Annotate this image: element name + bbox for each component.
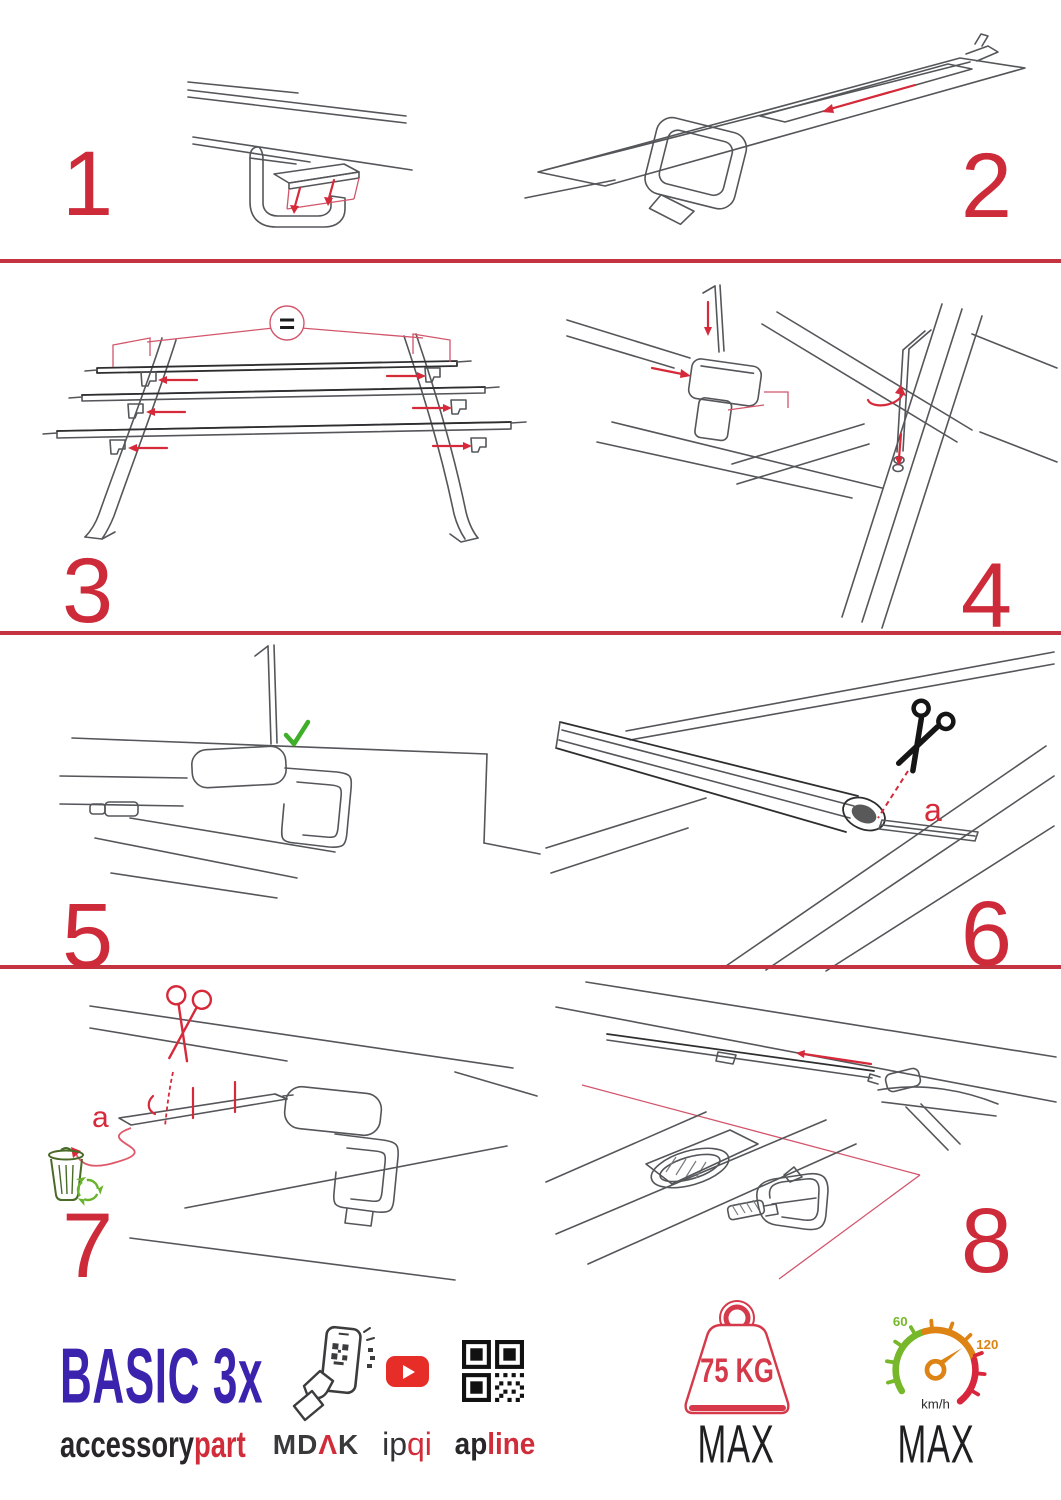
step-6-number: 6: [960, 883, 1010, 985]
weight-max-label: MAX: [697, 1415, 775, 1475]
clamp-drawing: [283, 1085, 398, 1226]
step-2-number: 2: [960, 135, 1010, 237]
weight-value: 75 KG: [700, 1352, 774, 1390]
step-1-number: 1: [62, 133, 112, 235]
section-divider-3: [0, 965, 1061, 969]
brand-subtitle: [60, 1426, 246, 1463]
clamp-drawing: [90, 746, 351, 848]
step-4-number: 4: [960, 545, 1010, 647]
apline-red: line: [487, 1426, 536, 1461]
step-3-illustration: [35, 276, 545, 586]
apline-black: ap: [454, 1426, 488, 1461]
step-8-number: 8: [960, 1190, 1010, 1292]
end-cap-drawing: [966, 34, 998, 61]
equals-badge: [270, 306, 304, 340]
hex-key-icon: [703, 285, 724, 352]
pad-drawing: [274, 164, 359, 189]
phone-scan-icon: [290, 1324, 382, 1426]
speed-max-label: MAX: [897, 1415, 975, 1475]
brand-title: BASIC 3x: [60, 1332, 264, 1420]
brand-subtitle-black: accessory: [60, 1424, 194, 1465]
support-pad-drawing: [646, 1130, 758, 1195]
speed-unit-label: km/h: [921, 1396, 950, 1412]
scissors-icon: [887, 698, 956, 777]
step-7-number: 7: [62, 1195, 112, 1297]
ipqi-black: ip: [382, 1426, 407, 1462]
brand-subtitle-red: part: [193, 1424, 246, 1465]
qr-code-icon: [462, 1340, 524, 1402]
end-cap-drawing: [757, 1167, 828, 1230]
brand-apline: [453, 1428, 538, 1459]
ipqi-red: qi: [407, 1426, 432, 1462]
equals-symbol: =: [278, 308, 296, 339]
speed-low-label: 60: [892, 1314, 908, 1330]
speedometer-icon: [872, 1300, 1000, 1415]
step-1-illustration: [148, 12, 578, 252]
check-icon: [286, 722, 308, 744]
speed-high-label: 120: [976, 1336, 999, 1352]
clamp-drawing: [682, 358, 762, 445]
play-icon: [403, 1365, 415, 1379]
label-a: a: [924, 792, 942, 828]
mdak-black-2: K: [338, 1429, 360, 1460]
weight-icon: [662, 1296, 812, 1421]
step-5-number: 5: [62, 885, 112, 987]
brand-ipqi: [372, 1428, 442, 1460]
hex-key-icon: [255, 645, 277, 744]
mdak-red: Λ: [318, 1429, 338, 1460]
step-3-number: 3: [62, 540, 112, 642]
mdak-black-1: MD: [272, 1429, 319, 1460]
crossbar-drawing: [556, 722, 890, 837]
brand-mdak: [264, 1431, 368, 1459]
rubber-strip-drawing: [119, 1094, 293, 1125]
label-a: a: [92, 1101, 109, 1134]
section-divider-1: [0, 259, 1061, 263]
section-divider-2: [0, 631, 1061, 635]
youtube-icon: [386, 1356, 429, 1387]
rail-junction-drawing: [868, 1067, 998, 1150]
t-bolt-drawing: [727, 1200, 778, 1221]
scissors-icon: [156, 985, 212, 1064]
